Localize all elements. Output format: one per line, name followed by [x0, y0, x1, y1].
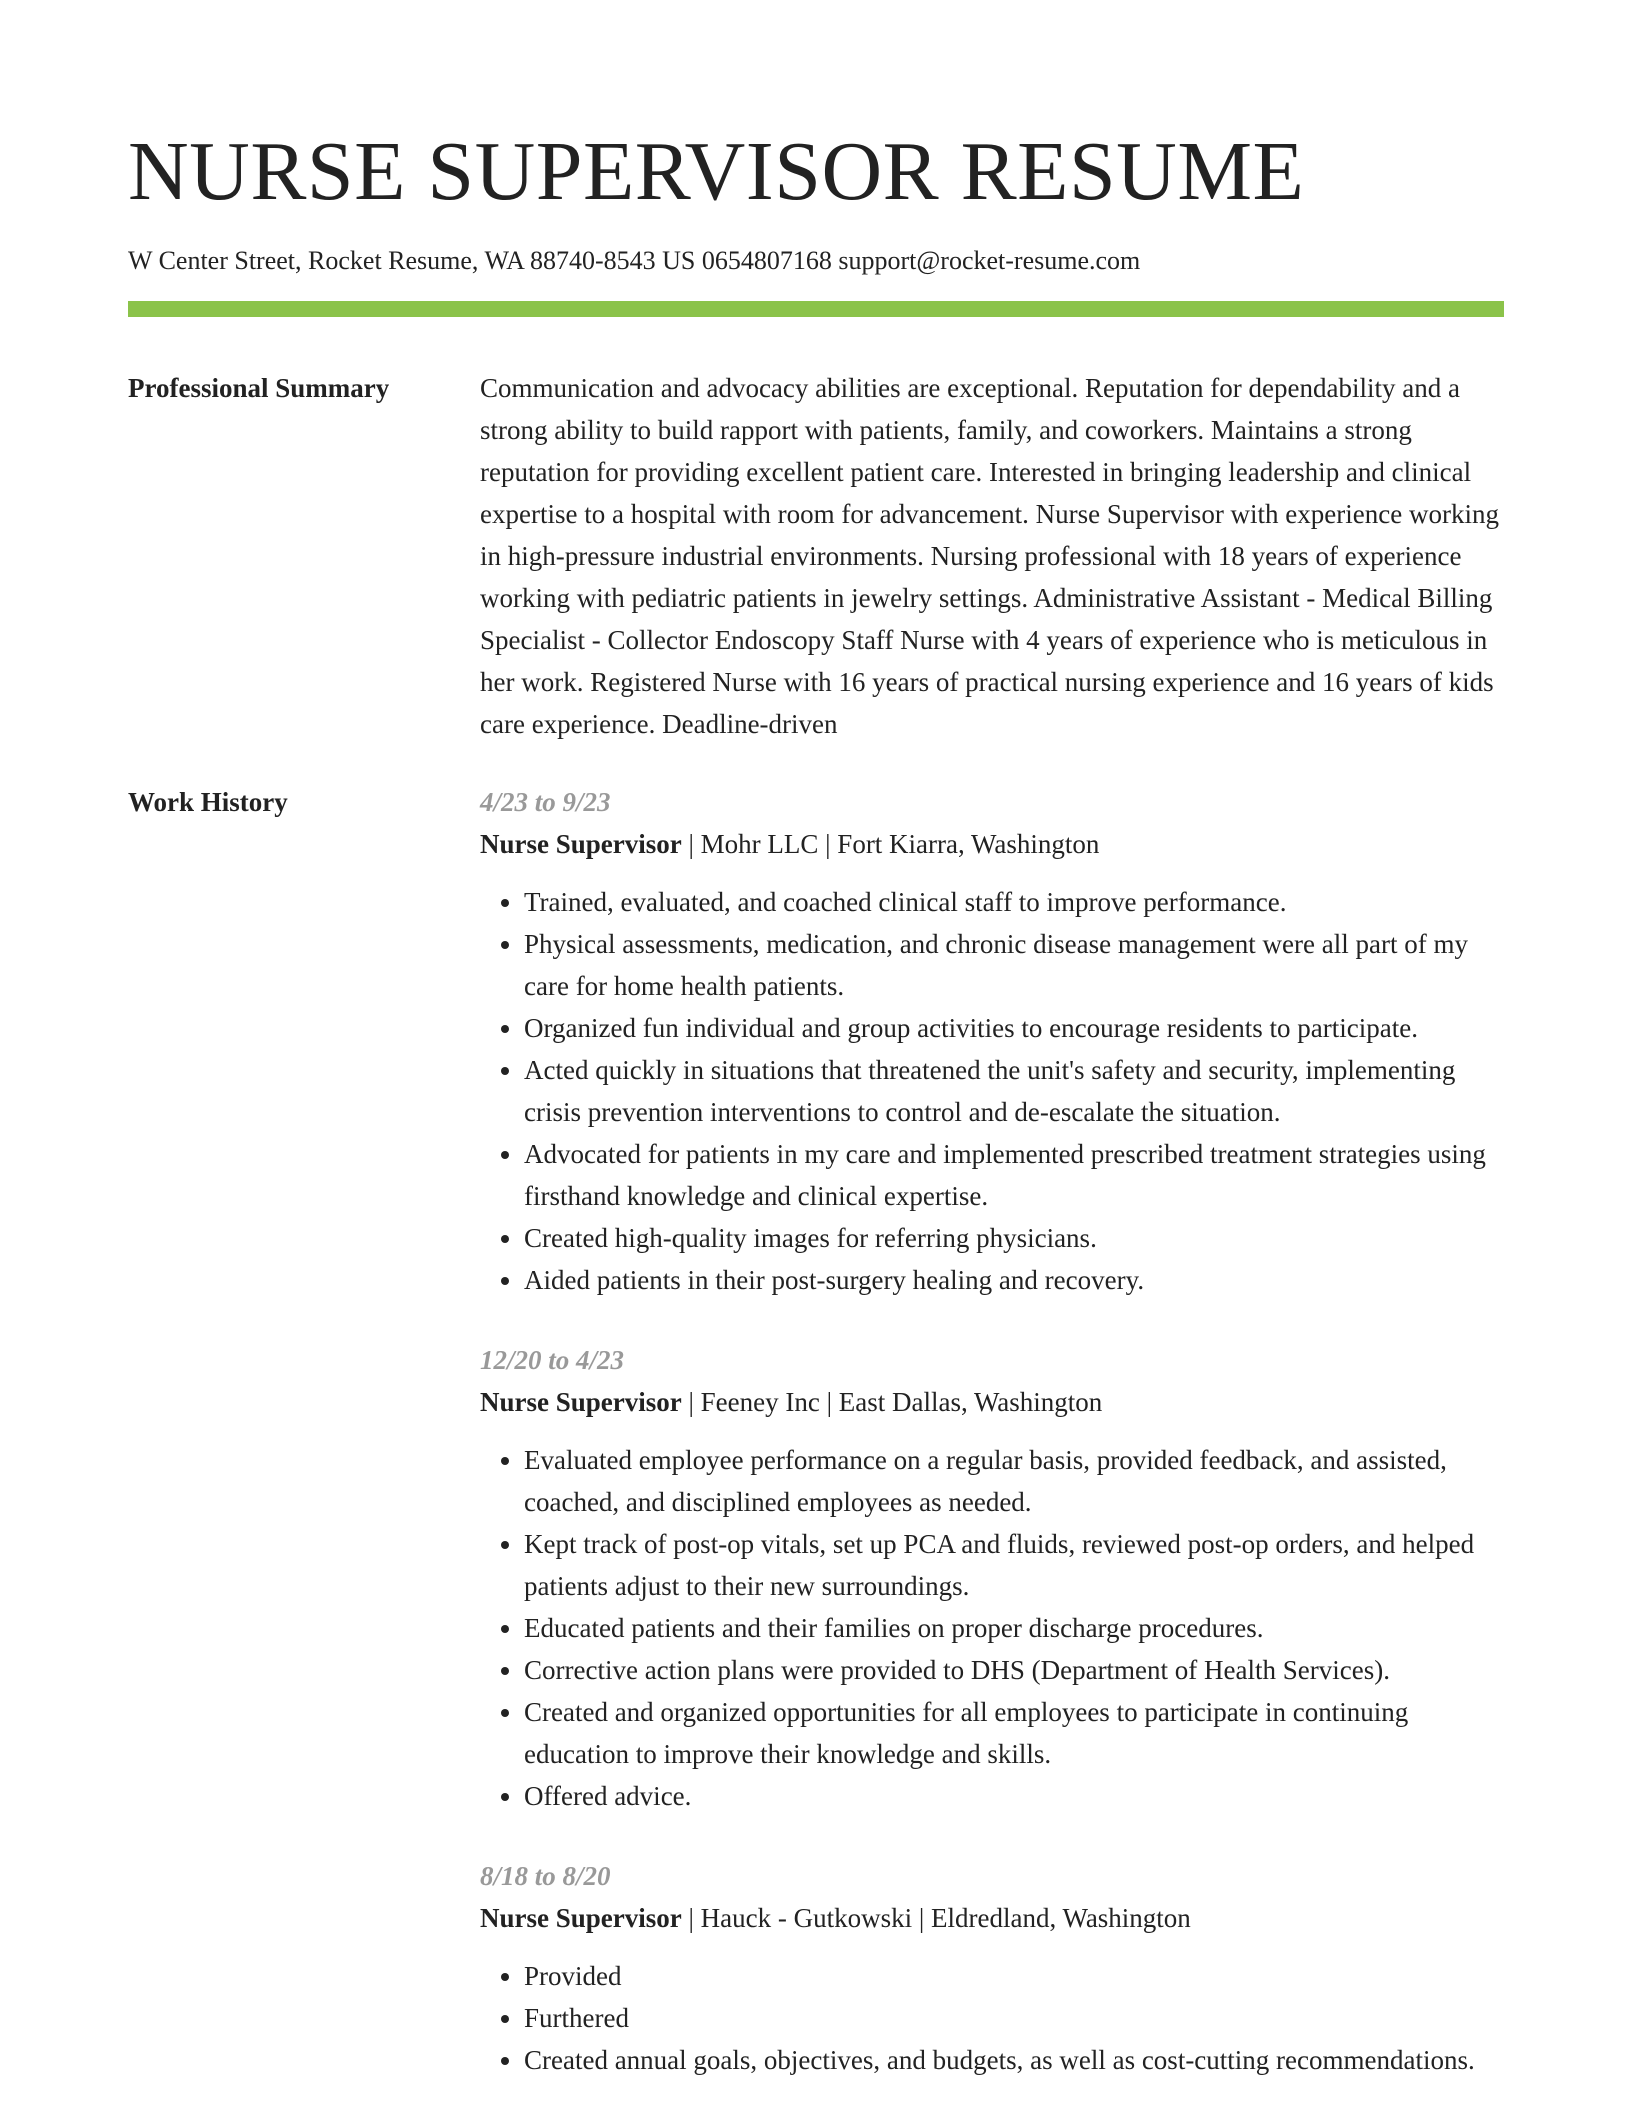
job-heading	[480, 823, 1504, 865]
work-history-body	[480, 781, 1504, 2119]
professional-summary-section	[128, 367, 1504, 745]
job-bullet: • Created and organized opportunities for all employees to participate in continuing education to improve their knowledge and skills.	[524, 1691, 1504, 1775]
job-title: Nurse Supervisor	[480, 829, 682, 859]
job-details: | Feeney Inc | East Dallas, Washington	[681, 1387, 1103, 1417]
job-bullet: • Furthered	[524, 1997, 1504, 2039]
job-title: Nurse Supervisor	[480, 1903, 682, 1933]
section-label-summary: Professional Summary	[128, 373, 390, 403]
job-title: Nurse Supervisor	[480, 1387, 682, 1417]
job-bullet: • Created annual goals, objectives, and budgets, as well as cost-cutting recommendations.	[524, 2039, 1504, 2081]
job-bullet: • Kept track of post-op vitals, set up PCA and fluids, reviewed post-op orders, and helped patients adjust to their new surroundings.	[524, 1523, 1504, 1607]
job-entry	[480, 781, 1504, 1301]
resume-title: NURSE SUPERVISOR RESUME	[128, 125, 1305, 218]
job-bullets	[480, 1955, 1504, 2081]
job-dates: 4/23 to 9/23	[480, 787, 611, 817]
resume-page	[128, 0, 1504, 2119]
section-label-work: Work History	[128, 787, 288, 817]
job-dates: 12/20 to 4/23	[480, 1345, 625, 1375]
job-entry	[480, 1855, 1504, 2081]
job-bullets	[480, 881, 1504, 1301]
job-bullets	[480, 1439, 1504, 1817]
job-details: | Mohr LLC | Fort Kiarra, Washington	[681, 829, 1100, 859]
job-bullet: • Provided	[524, 1955, 1504, 1997]
job-bullet: • Created high-quality images for referring physicians.	[524, 1217, 1504, 1259]
job-bullet: • Acted quickly in situations that threatened the unit's safety and security, implementing crisis prevention interventions to control and de-escalate the situation.	[524, 1049, 1504, 1133]
job-bullet: • Physical assessments, medication, and chronic disease management were all part of my care for home health patients.	[524, 923, 1504, 1007]
job-entry	[480, 1339, 1504, 1817]
job-dates: 8/18 to 8/20	[480, 1861, 611, 1891]
job-bullet: • Advocated for patients in my care and implemented prescribed treatment strategies using firsthand knowledge and clinical expertise.	[524, 1133, 1504, 1217]
job-bullet: • Educated patients and their families on proper discharge procedures.	[524, 1607, 1504, 1649]
job-details: | Hauck - Gutkowski | Eldredland, Washington	[681, 1903, 1191, 1933]
job-bullet: • Organized fun individual and group activities to encourage residents to participate.	[524, 1007, 1504, 1049]
job-bullet: • Offered advice.	[524, 1775, 1504, 1817]
contact-line: W Center Street, Rocket Resume, WA 88740-8543 US 0654807168 support@rocket-resume.com	[128, 246, 1141, 275]
job-bullet: • Corrective action plans were provided to DHS (Department of Health Services).	[524, 1649, 1504, 1691]
job-heading	[480, 1381, 1504, 1423]
summary-body	[480, 367, 1504, 745]
summary-text: Communication and advocacy abilities are exceptional. Reputation for dependability and a strong ability to build rapport with patients, family, and coworkers. Maintains a strong reputation for providing excellent patient care. Interested in bringing leadership and clinical expertise to a hospital with room for advancement. Nurse Supervisor with experience working in high-pressure industrial environments. Nursing professional with 18 years of experience working with pediatric patients in jewelry settings. Administrative Assistant - Medical Billing Specialist - Collector Endoscopy Staff Nurse with 4 years of experience who is meticulous in her work. Registered Nurse with 16 years of practical nursing experience and 16 years of kids care experience. Deadline-driven	[480, 373, 1499, 739]
job-bullet: • Aided patients in their post-surgery healing and recovery.	[524, 1259, 1504, 1301]
work-history-section	[128, 781, 1504, 2119]
header-divider	[128, 301, 1504, 317]
job-heading	[480, 1897, 1504, 1939]
job-bullet: • Trained, evaluated, and coached clinical staff to improve performance.	[524, 881, 1504, 923]
job-bullet: • Evaluated employee performance on a regular basis, provided feedback, and assisted, coached, and disciplined employees as needed.	[524, 1439, 1504, 1523]
